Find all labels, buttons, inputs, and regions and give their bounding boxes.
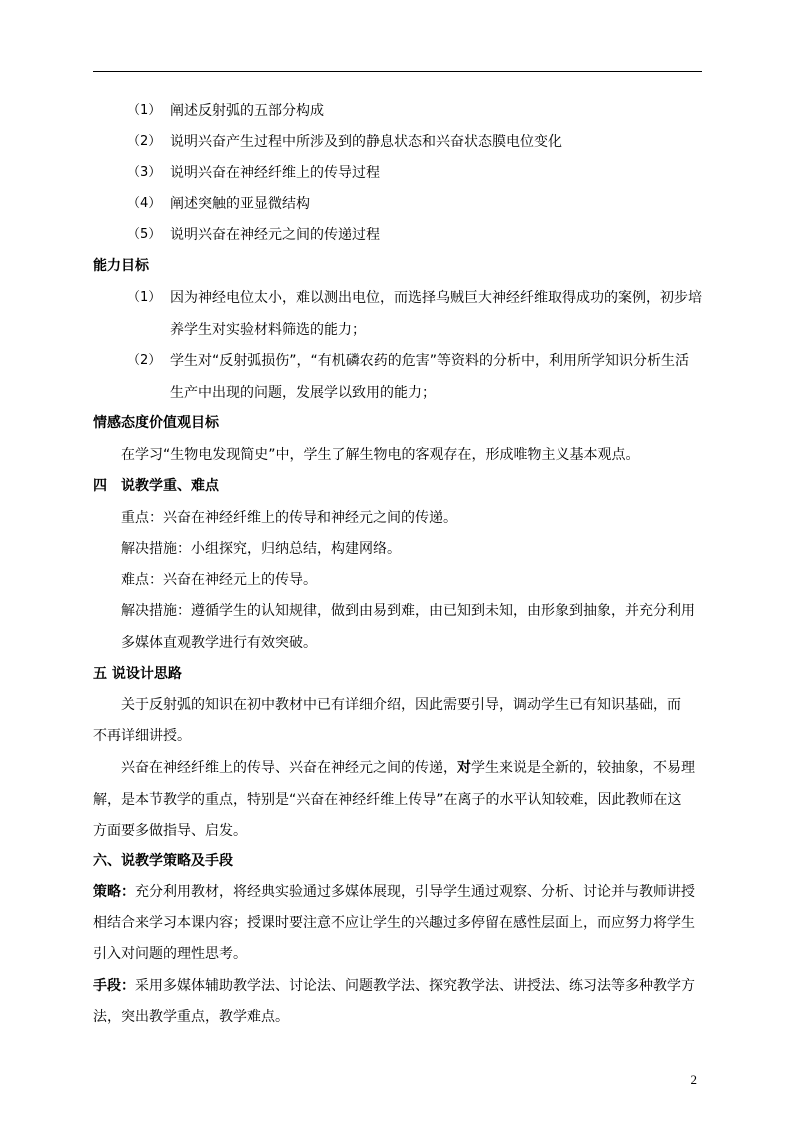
paragraph: 在学习“生物电发现简史”中，学生了解生物电的客观存在，形成唯物主义基本观点。 <box>121 447 640 463</box>
list-item: 因为神经电位太小，难以测出电位，而选择乌贼巨大神经纤维取得成功的案例，初步培 <box>170 290 702 306</box>
paragraph-continuation: 多媒体直观教学进行有效突破。 <box>121 635 317 651</box>
section-heading: 六、说教学策略及手段 <box>93 853 233 869</box>
paragraph <box>121 759 695 777</box>
paragraph: 解决措施：小组探究，归纳总结，构建网络。 <box>121 541 401 557</box>
paragraph <box>93 977 695 995</box>
paragraph-continuation: 方面要多做指导、启发。 <box>93 823 247 839</box>
paragraph-text: 兴奋在神经纤维上的传导、兴奋在神经元之间的传递， <box>121 760 457 776</box>
page-number: 2 <box>690 1072 697 1087</box>
ability-heading: 能力目标 <box>93 258 149 274</box>
list-item-continuation: 养学生对实验材料筛选的能力； <box>170 322 366 338</box>
paragraph-text: 采用多媒体辅助教学法、讨论法、问题教学法、探究教学法、讲授法、练习法等多种教学方 <box>135 978 695 994</box>
section-heading: 五 说设计思路 <box>93 666 182 682</box>
list-number: （2） <box>127 353 162 368</box>
header-rule <box>93 71 702 72</box>
means-label: 手段： <box>93 978 135 994</box>
paragraph-continuation: 解，是本节教学的重点，特别是“兴奋在神经纤维上传导”在离子的水平认知较难，因此教师在这 <box>93 792 682 808</box>
section-heading: 四 说教学重、难点 <box>93 478 219 494</box>
paragraph-text: 学生来说是全新的，较抽象，不易理 <box>471 760 695 776</box>
list-number: （5） <box>127 227 162 242</box>
emotion-heading: 情感态度价值观目标 <box>93 415 219 431</box>
list-number: （3） <box>127 165 162 180</box>
paragraph: 关于反射弧的知识在初中教材中已有详细介绍，因此需要引导，调动学生已有知识基础，而 <box>121 697 681 713</box>
paragraph: 解决措施：遵循学生的认知规律，做到由易到难，由已知到未知，由形象到抽象，并充分利用 <box>121 603 695 619</box>
list-item: 说明兴奋产生过程中所涉及到的静息状态和兴奋状态膜电位变化 <box>170 134 562 150</box>
emphasis-text: 对 <box>457 760 471 776</box>
list-item: 阐述突触的亚显微结构 <box>170 196 310 212</box>
paragraph: 难点：兴奋在神经元上的传导。 <box>121 572 317 588</box>
list-number: （1） <box>127 103 162 118</box>
paragraph-continuation: 法，突出教学重点，教学难点。 <box>93 1009 289 1025</box>
paragraph-continuation: 不再详细讲授。 <box>93 728 191 744</box>
list-item: 学生对“反射弧损伤”，“有机磷农药的危害”等资料的分析中，利用所学知识分析生活 <box>170 353 690 369</box>
list-item-continuation: 生产中出现的问题，发展学以致用的能力； <box>170 385 436 401</box>
list-item: 说明兴奋在神经纤维上的传导过程 <box>170 165 380 181</box>
paragraph: 重点：兴奋在神经纤维上的传导和神经元之间的传递。 <box>121 510 457 526</box>
paragraph <box>93 883 695 901</box>
list-number: （1） <box>127 290 162 305</box>
list-item: 阐述反射弧的五部分构成 <box>170 103 324 119</box>
paragraph-continuation: 相结合来学习本课内容；授课时要注意不应让学生的兴趣过多停留在感性层面上，而应努力将学生 <box>93 915 695 931</box>
list-number: （2） <box>127 134 162 149</box>
strategy-label: 策略： <box>93 884 135 900</box>
list-item: 说明兴奋在神经元之间的传递过程 <box>170 227 380 243</box>
list-number: （4） <box>127 196 162 211</box>
paragraph-continuation: 引入对问题的理性思考。 <box>93 946 247 962</box>
paragraph-text: 充分利用教材，将经典实验通过多媒体展现，引导学生通过观察、分析、讨论并与教师讲授 <box>135 884 695 900</box>
